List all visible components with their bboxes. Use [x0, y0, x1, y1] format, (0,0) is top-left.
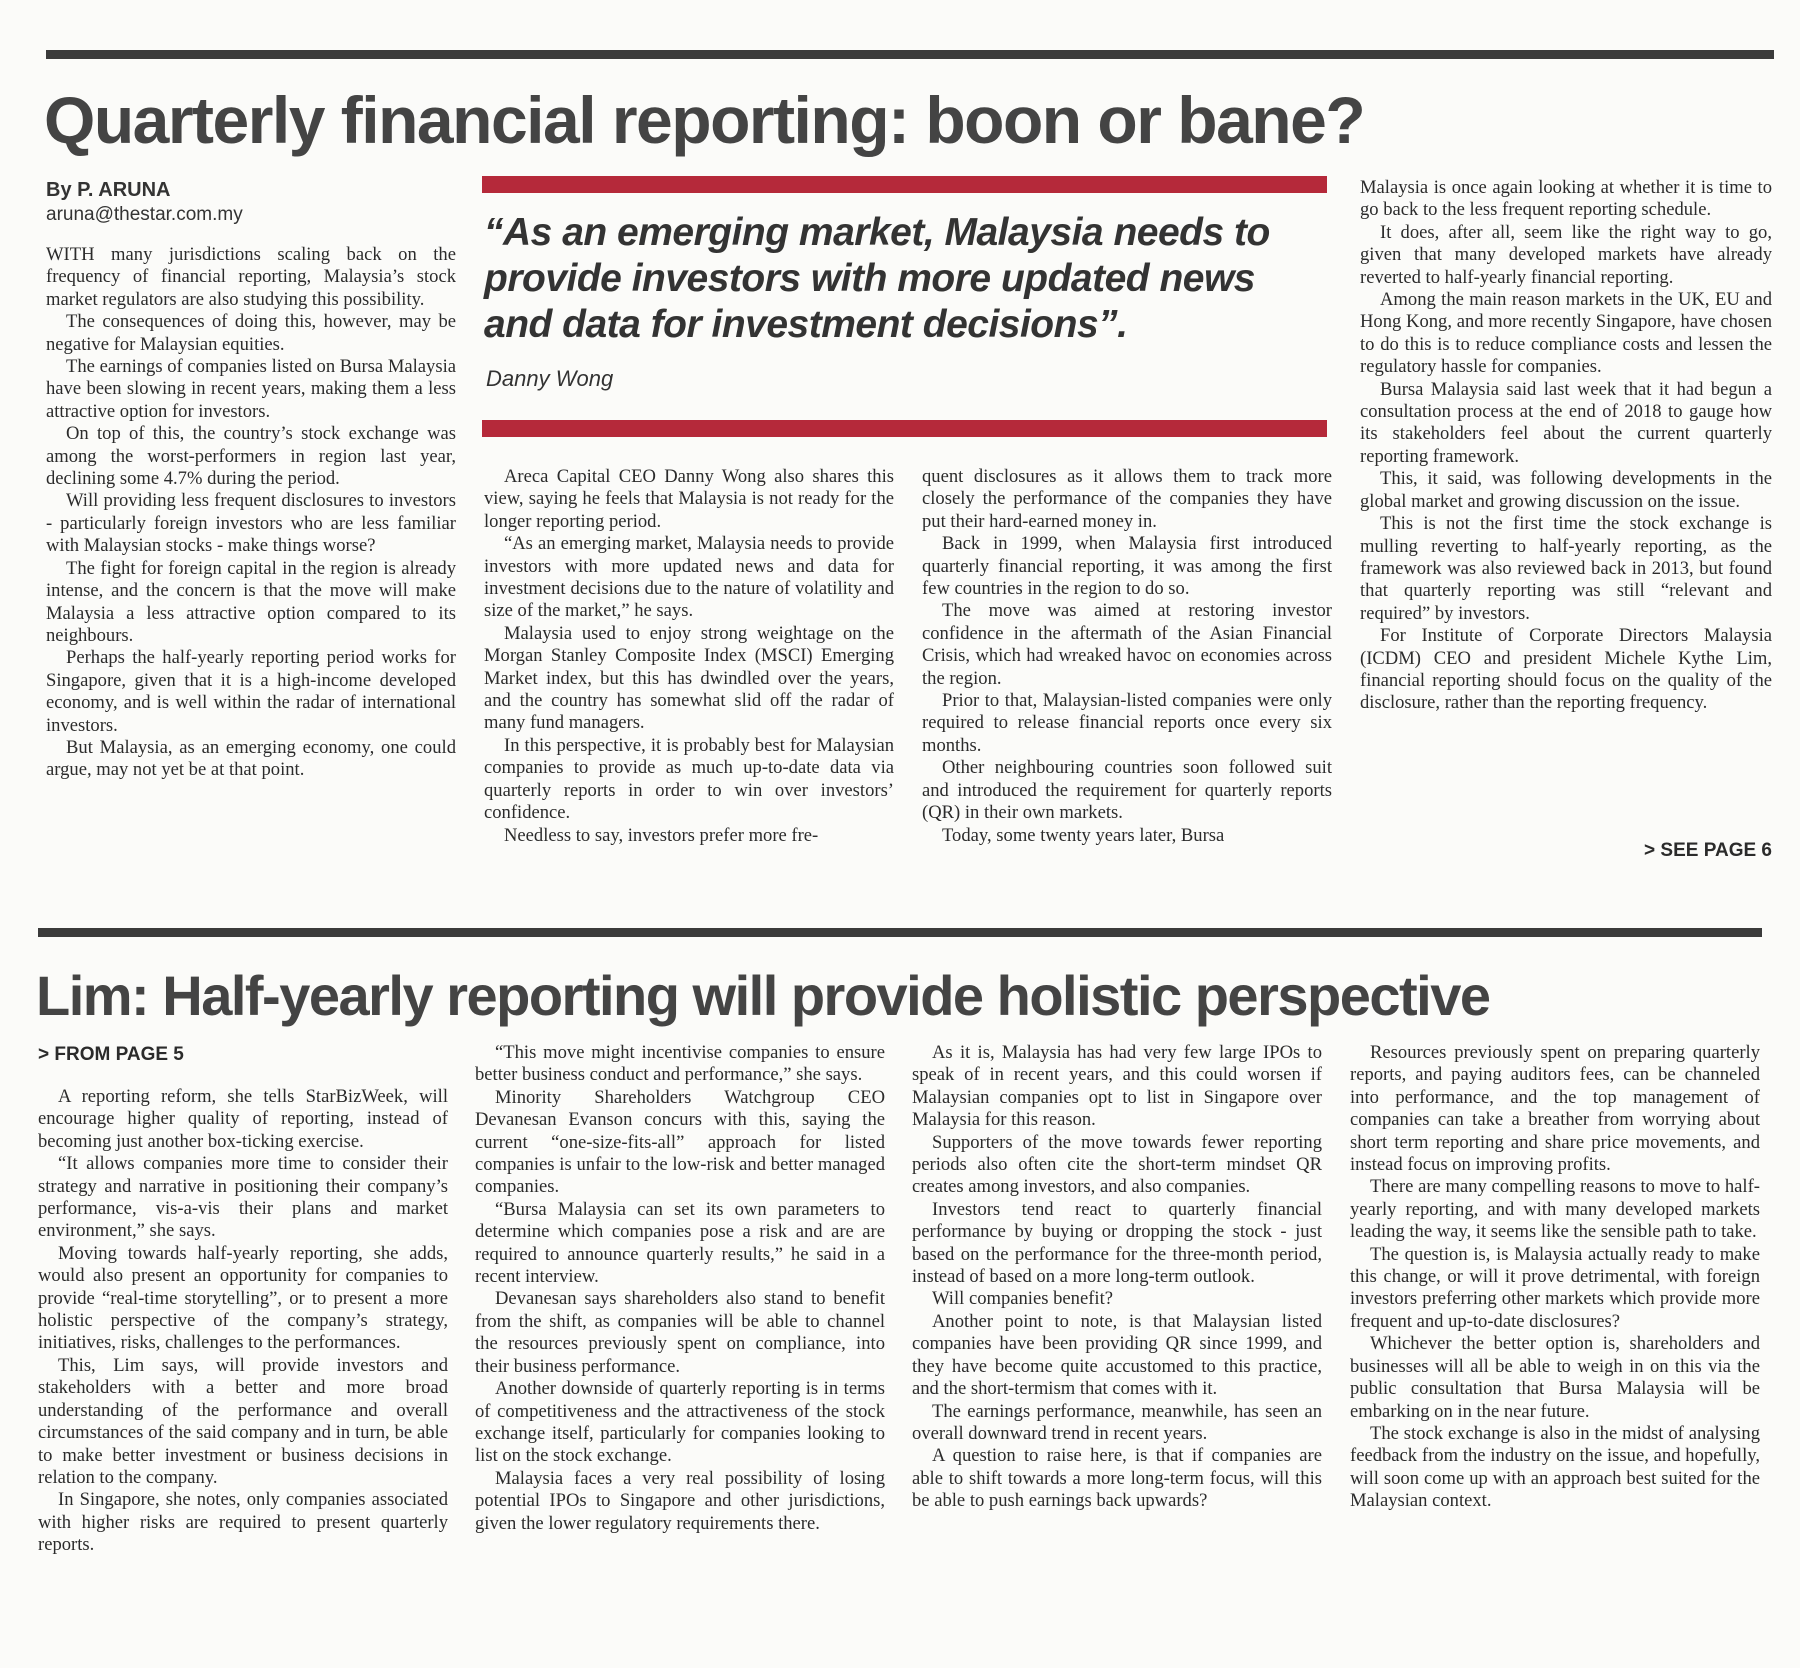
paragraph: In Singapore, she notes, only companies associated with higher risks are required to present quarterly reports. — [38, 1489, 448, 1556]
paragraph: Will providing less frequent disclosures to investors - particularly foreign investors who are less familiar with Malaysian stocks - make things worse? — [46, 490, 456, 557]
paragraph: A reporting reform, she tells StarBizWeek, will encourage higher quality of reporting, instead of becoming just another box-ticking exercise. — [38, 1086, 448, 1152]
story1-column-4 — [1360, 177, 1772, 827]
paragraph: Prior to that, Malaysian-listed companies were only required to release financial reports once every six months. — [922, 690, 1332, 756]
paragraph: Investors tend react to quarterly financial performance by buying or dropping the stock - just based on the performance for the three-month period, instead of based on a more long-term outlook. — [912, 1198, 1322, 1288]
paragraph: Moving towards half-yearly reporting, she adds, would also present an opportunity for companies to provide “real-time storytelling”, or to present a more holistic perspective of the company’s strategy, initiatives, risks, challenges to the performances. — [38, 1242, 448, 1354]
paragraph: Perhaps the half-yearly reporting period works for Singapore, given that it is a high-income developed economy, and is well within the radar of international investors. — [46, 647, 456, 736]
paragraph: The consequences of doing this, however, may be negative for Malaysian equities. — [46, 311, 456, 355]
paragraph: Malaysia is once again looking at whether it is time to go back to the less frequent reporting schedule. — [1360, 177, 1772, 221]
paragraph: Supporters of the move towards fewer reporting periods also often cite the short-term mindset QR creates among investors, and also companies. — [912, 1131, 1322, 1198]
paragraph: Today, some twenty years later, Bursa — [942, 824, 1225, 846]
paragraph: Malaysia used to enjoy strong weightage on the Morgan Stanley Composite Index (MSCI) Emerging Market index, but this has dwindled over the years, and the country has somewhat slid off the radar of many fund managers. — [484, 622, 894, 734]
pull-quote-top-bar — [482, 176, 1327, 193]
paragraph: Devanesan says shareholders also stand to benefit from the shift, as companies will be able to channel the resources previously spent on compliance, into their business performance. — [475, 1288, 885, 1377]
story1-column-3 — [922, 466, 1332, 868]
story1-byline — [46, 177, 243, 227]
paragraph: The earnings of companies listed on Bursa Malaysia have been slowing in recent years, making them a less attractive option for investors. — [46, 356, 456, 422]
paragraph: The fight for foreign capital in the region is already intense, and the concern is that the move will make Malaysia a less attractive option compared to its neighbours. — [46, 557, 456, 646]
paragraph: The earnings performance, meanwhile, has seen an overall downward trend in recent years. — [912, 1400, 1322, 1444]
byline-email: aruna@thestar.com.my — [46, 204, 243, 225]
paragraph: Other neighbouring countries soon followed suit and introduced the requirement for quarterly reports (QR) in their own markets. — [922, 757, 1332, 824]
story2-headline: Lim: Half-yearly reporting will provide holistic perspective — [36, 964, 1490, 1027]
from-page-jump: > FROM PAGE 5 — [38, 1044, 184, 1065]
paragraph: As it is, Malaysia has had very few large IPOs to speak of in recent years, and this could worsen if Malaysian companies opt to list in Singapore over Malaysia for this reason. — [912, 1042, 1322, 1131]
paragraph: Whichever the better option is, shareholders and businesses will all be able to weigh in on this via the public consultation that Bursa Malaysia will be embarking on in the near future. — [1350, 1333, 1760, 1422]
story2-column-4 — [1350, 1042, 1760, 1598]
story2-column-1 — [38, 1086, 448, 1598]
paragraph: “This move might incentivise companies to ensure better business conduct and performance,” she says. — [475, 1042, 885, 1086]
paragraph: WITH many jurisdictions scaling back on the frequency of financial reporting, Malaysia’s stock market regulators are also studying this possibility. — [46, 244, 456, 310]
paragraph: This is not the first time the stock exchange is mulling reverting to half-yearly reporting, as the framework was also reviewed back in 2013, but found that quarterly reporting was still “relevant and required” by investors. — [1360, 513, 1772, 624]
paragraph: For Institute of Corporate Directors Malaysia (ICDM) CEO and president Michele Kythe Lim, financial reporting should focus on the quality of the disclosure, rather than the reporting frequency. — [1360, 625, 1772, 714]
paragraph: There are many compelling reasons to move to half-yearly reporting, and with many developed markets leading the way, it seems like the sensible path to take. — [1350, 1176, 1760, 1243]
pull-quote — [482, 176, 1327, 438]
pull-quote-bottom-bar — [482, 420, 1327, 437]
paragraph: Needless to say, investors prefer more fre- — [504, 824, 819, 846]
paragraph: “Bursa Malaysia can set its own parameters to determine which companies pose a risk and are are required to announce quarterly results,” he said in a recent interview. — [475, 1198, 885, 1288]
paragraph: This, Lim says, will provide investors and stakeholders with a better and more broad understanding of the performance and overall circumstances of the said company and in turn, be able to make better investment or business decisions in relation to the company. — [38, 1354, 448, 1488]
paragraph: “It allows companies more time to consider their strategy and narrative in positioning their company’s performance, vis-a-vis their plans and market environment,” she says. — [38, 1153, 448, 1242]
story1-column-2 — [484, 466, 894, 868]
pull-quote-text: “As an emerging market, Malaysia needs to provide investors with more updated news and data for investment decisions”. — [484, 211, 1270, 346]
paragraph: A question to raise here, is that if companies are able to shift towards a more long-term focus, will this be able to push earnings back upwards? — [912, 1445, 1322, 1512]
paragraph: Among the main reason markets in the UK, EU and Hong Kong, and more recently Singapore, have chosen to do this is to reduce compliance costs and lessen the regulatory hassle for companies. — [1360, 289, 1772, 378]
paragraph: Another point to note, is that Malaysian listed companies have been providing QR since 1999, and they have become quite accustomed to this practice, and the short-termism that comes with it. — [912, 1310, 1322, 1400]
byline-name: By P. ARUNA — [46, 179, 171, 201]
paragraph: This, it said, was following developments in the global market and growing discussion on the issue. — [1360, 468, 1772, 512]
paragraph: But Malaysia, as an emerging economy, one could argue, may not yet be at that point. — [46, 736, 456, 781]
paragraph: The move was aimed at restoring investor confidence in the aftermath of the Asian Financial Crisis, which had wreaked havoc on economies across the region. — [922, 600, 1332, 689]
paragraph: Resources previously spent on preparing quarterly reports, and paying auditors fees, can be channeled into performance, and the top management of companies can take a breather from worrying about short term reporting and share price movements, and instead focus on improving profits. — [1350, 1042, 1760, 1176]
story1-column-1 — [46, 244, 456, 864]
paragraph: quent disclosures as it allows them to track more closely the performance of the companies they have put their hard-earned money in. — [922, 466, 1332, 532]
paragraph: “As an emerging market, Malaysia needs to provide investors with more updated news and data for investment decisions due to the nature of volatility and size of the market,” he says. — [484, 533, 894, 622]
paragraph: In this perspective, it is probably best for Malaysian companies to provide as much up-to-date data via quarterly reports in order to win over investors’ confidence. — [484, 734, 894, 824]
paragraph: Back in 1999, when Malaysia first introduced quarterly financial reporting, it was among the first few countries in the region to do so. — [922, 533, 1332, 600]
paragraph: On top of this, the country’s stock exchange was among the worst-performers in region last year, declining some 4.7% during the period. — [46, 423, 456, 490]
paragraph: It does, after all, seem like the right way to go, given that many developed markets have already reverted to half-yearly financial reporting. — [1360, 221, 1772, 288]
story2-column-2 — [475, 1042, 885, 1598]
story2-column-3 — [912, 1042, 1322, 1598]
paragraph: Another downside of quarterly reporting is in terms of competitiveness and the attractiveness of the stock exchange itself, particularly for companies looking to list on the stock exchange. — [475, 1378, 885, 1467]
paragraph: The stock exchange is also in the midst of analysing feedback from the industry on the issue, and hopefully, will soon come up with an approach best suited for the Malaysian context. — [1350, 1422, 1760, 1512]
pull-quote-author: Danny Wong — [486, 366, 614, 391]
paragraph: Bursa Malaysia said last week that it had begun a consultation process at the end of 2018 to gauge how its stakeholders feel about the current quarterly reporting framework. — [1360, 378, 1772, 467]
middle-rule — [38, 928, 1762, 937]
top-rule — [46, 50, 1774, 59]
paragraph: The question is, is Malaysia actually ready to make this change, or will it prove detrimental, with foreign investors preferring other markets which provide more frequent and up-to-date disclosures? — [1350, 1243, 1760, 1332]
paragraph: Areca Capital CEO Danny Wong also shares this view, saying he feels that Malaysia is not ready for the longer reporting period. — [484, 466, 894, 532]
paragraph: Malaysia faces a very real possibility of losing potential IPOs to Singapore and other jurisdictions, given the lower regulatory requirements there. — [475, 1467, 885, 1534]
paragraph: Minority Shareholders Watchgroup CEO Devanesan Evanson concurs with this, saying the current “one-size-fits-all” approach for listed companies is unfair to the low-risk and better managed companies. — [475, 1086, 885, 1198]
see-page-jump: > SEE PAGE 6 — [1644, 840, 1772, 861]
story1-headline: Quarterly financial reporting: boon or bane? — [44, 83, 1365, 157]
paragraph: Will companies benefit? — [932, 1288, 1113, 1310]
